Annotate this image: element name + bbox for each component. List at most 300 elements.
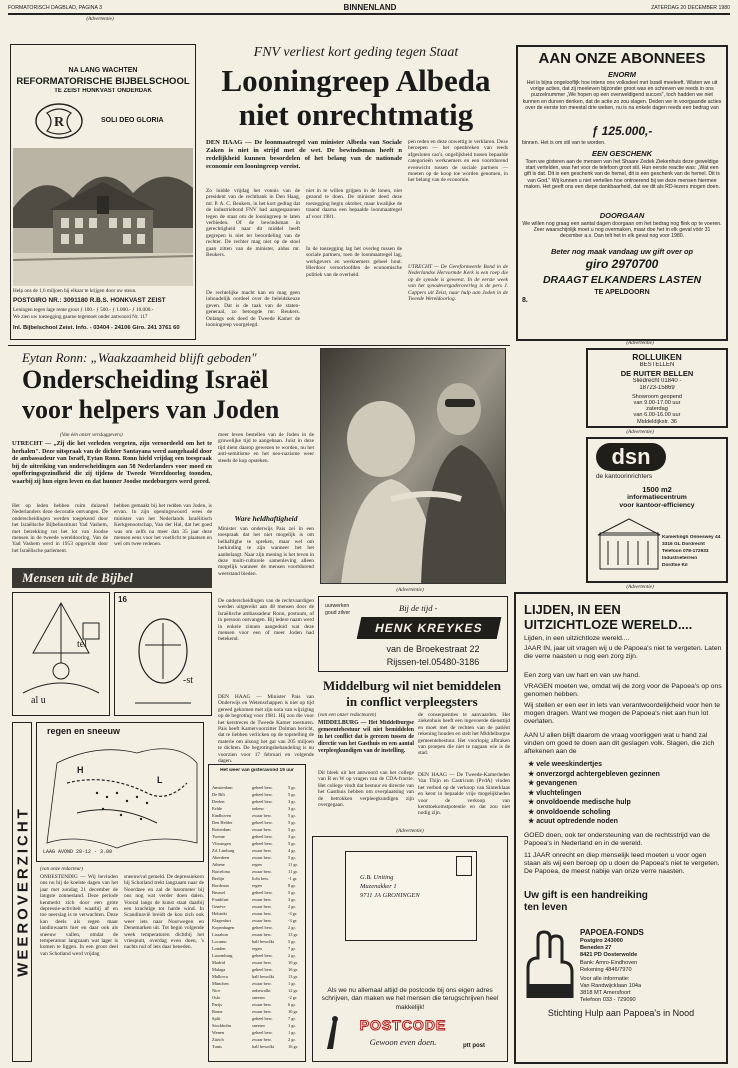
weather-table-cell: Zürich [212, 1037, 224, 1042]
papoea-ad-label: (Advertentie) [626, 584, 654, 590]
abonnees-sub-doorgaan: DOORGAAN [599, 211, 645, 220]
papoea-bullet: ★ onverzorgd achtergebleven gezinnen [528, 770, 660, 778]
weather-table-row [212, 1030, 304, 1037]
weather-table-cell: -2 gr. [288, 995, 298, 1000]
papoea-bullet: ★ onvoldoende medische hulp [528, 799, 631, 806]
rolluiken-phone-1: Sliedrecht 01840 - [632, 378, 682, 384]
rolluiken-address: Middeldijkstr. 36 [636, 419, 678, 425]
abonnees-title: AAN ONZE ABONNEES [538, 50, 706, 67]
papoea-bullet: ★ vele weeskindertjes [528, 761, 602, 768]
weather-table-cell: Mallorca [212, 974, 228, 979]
weather-table-row [212, 827, 304, 834]
school-ad-line1: NA LANG WACHTEN [68, 67, 138, 74]
weather-table-cell: Genève [212, 904, 226, 909]
weather-table-cell: onbew. [252, 806, 265, 811]
weather-table-cell: 1 gr. [288, 1030, 296, 1035]
mensen-right-letters: -st [183, 675, 193, 686]
dsn-sub: de kantoorinrichters [596, 473, 653, 480]
school-ad-loan2: We zien uw toezegging gaarne tegemoet onder antwoord Nr. 117 [13, 314, 148, 320]
rolluiken-line3: DE RUITER BELLEN [620, 369, 694, 378]
rolluiken-show-4: van 6.00-16.00 uur [633, 412, 681, 418]
fnv-headline-1: Looningreep Albeda [221, 64, 491, 97]
weather-table-cell: Parijs [212, 1002, 223, 1007]
weer-byline: (van onze redacteur) [40, 866, 84, 872]
papoea-fonds-5: Rekening 4846/7970 [580, 967, 632, 973]
papoea-fonds-1: Postgiro 243000 [580, 938, 623, 944]
weather-map [36, 722, 204, 862]
weather-table-cell: Lissabon [212, 932, 228, 937]
weather-table-cell: Split [212, 1016, 221, 1021]
weather-table-cell: Twente [212, 834, 225, 839]
dsn-ad-label: (Advertentie) [626, 429, 654, 435]
weather-table-cell: 2 gr. [288, 925, 296, 930]
weather-table-cell: 16 gr. [288, 967, 299, 972]
weather-table-cell: zwaar bew. [252, 827, 272, 832]
papoea-p6: AAN U allen blijft daarom de vraag voorliggen wat u hand zal vinden om goed te doen aan dit geslagen volk. Slagen, die zich aftekenen aan de [524, 732, 715, 756]
kreykes-bijde: Bij de tijd - [399, 603, 438, 613]
hand-pen-icon [323, 1015, 343, 1051]
papoea-bullet-text: gevangenen [536, 780, 578, 787]
weather-table-row [212, 967, 304, 974]
dsn-logo-text: dsn [611, 444, 651, 469]
weather-table-cell: Helsinki [212, 911, 227, 916]
weather-table-cell: regen [252, 862, 262, 867]
weather-table-row [212, 862, 304, 869]
weather-table-cell: geheel bew. [252, 925, 273, 930]
weather-table-row [212, 834, 304, 841]
papoea-p5: Wij stellen er een eer in lets van verantwoordelijkheid voor hen te mogen dragen. Want we mogen de Papoea's niet aan hun lot overlaten. [524, 702, 721, 726]
weather-table-row [212, 1037, 304, 1044]
weather-table-cell: 7 gr. [288, 946, 296, 951]
section-rule [8, 345, 510, 346]
abonnees-sub-geschenk: EEN GESCHENK [591, 149, 652, 158]
school-ad [10, 44, 196, 340]
middelburg-body-1: Dit bleek uit het antwoord van het college van B en W op vragen van de CDA-fractie. Het college vindt dat bestuur en directie van het Gasthuis hebben om overplaatsing van de betrokken verpleegkundigen zijn overgegaan. [318, 770, 414, 809]
papoea-bullet-text: onvoldoende medische hulp [536, 799, 631, 806]
weather-table-cell: regen [252, 883, 262, 888]
weather-table-cell: Rome [212, 1009, 223, 1014]
papoea-p2: JAAR IN, jaar uit vragen wij u de Papoea's niet te vergeten. Laten die verre naasten u nog een zorg zijn. [524, 645, 722, 661]
weather-table-cell: 3 gr. [288, 806, 296, 811]
weather-table-row [212, 855, 304, 862]
papoea-title-1: LIJDEN, IN EEN [524, 602, 621, 617]
weather-table-cell: 11 gr. [288, 869, 298, 874]
svg-text:L: L [157, 775, 163, 785]
weather-table-cell: Oslo [212, 995, 221, 1000]
mensen-puzzle-right [114, 592, 212, 716]
weather-table-row [212, 925, 304, 932]
papoea-p3: Een zorg van uw hart en van uw hand. [524, 672, 640, 679]
postcode-ad-label: (Advertentie) [396, 828, 424, 834]
dsn-address-2: 3316 GL Dordrecht [662, 542, 705, 547]
weather-table-cell: Vlissingen [212, 841, 231, 846]
weather-table-row [212, 932, 304, 939]
rolluiken-ad [586, 348, 728, 428]
papoea-fonds-7: Van Randwijcklaan 104a [580, 983, 642, 989]
rolluiken-show-1: Showroom geopend [631, 394, 683, 400]
weather-table-cell: half bewolkt [252, 974, 275, 979]
abonnees-place: TE APELDOORN [594, 289, 650, 296]
envelope-line-1: G.B. Uniting [360, 874, 394, 881]
weather-table-row [212, 848, 304, 855]
weather-table-cell: 5 gr. [288, 890, 296, 895]
ronn-kicker: Eytan Ronn: „Waakzaamheid blijft geboden" [22, 350, 257, 365]
fnv-kicker: FNV verliest kort geding tegen Staat [253, 45, 459, 60]
weather-table-row [212, 1023, 304, 1030]
papoea-fonds-6: Voor alle informatie: [580, 976, 630, 982]
weather-table-cell: Kopenhagen [212, 925, 235, 930]
weather-table-cell: 3 gr. [288, 799, 296, 804]
papoea-p7: GOED doen, ook ter ondersteuning van de rechtsstrijd van de Papoea's in Nederland en in de wereld. [524, 832, 710, 848]
fnv-lead: DEN HAAG — De loonmaatregel van minister Albeda van Sociale Zaken is niet in strijd met de wet. De bewindsman heeft n redelijkheid kunnen besordelen of het belang van de nationale economie een looningreep vereist. [206, 139, 402, 170]
weather-table-cell: 8 gr. [288, 883, 296, 888]
weather-table-cell: 2 gr. [288, 953, 296, 958]
weather-table-row [212, 974, 304, 981]
ronn-byline: (Van één onzer verslaggevers) [60, 432, 123, 438]
papoea-bullet-text: vluchtelingen [536, 789, 582, 797]
rolluiken-line1: ROLLUIKEN [632, 352, 682, 362]
weather-table-row [212, 960, 304, 967]
ronn-body-2: hebben gemaakt bij het redden van Joden, is ervan. In zijn openingswoord wees de minister van het Nederlands Israëlitisch Kerkgenootschap, Van der Hal, dat het goed was om zelfs na meer dan 35 jaar deze mensen eens voor het voetlicht te plaatsen en wel om twee redenen. [114, 503, 212, 548]
ronn-lead: UTRECHT — „Zij die het verleden vergeten, zijn veroordeeld om het te herhalen". Deze uitspraak van de dichter Santayana werd aangehaald door de ambassadeur van Israël, Eytan Ronn. Ronn hield vrijdag een toespraak bij de uitreiking van onderscheidingen aan 58 Nederlanders voor moed en opofferingsgezindheid die zij tijdens de Tweede Wereldoorlog toonden, waarbij zij hun eigen leven en dat hunner Joodse medeburgers werd gered. [12, 440, 212, 485]
weather-table-row [212, 918, 304, 925]
papoea-bullet-text: vele weeskindertjes [536, 761, 602, 768]
mensen-number: 16 [118, 595, 127, 604]
weather-table-cell: Athene [212, 862, 225, 867]
weather-table-cell: 1 gr. [288, 1023, 296, 1028]
weather-table-cell: München [212, 981, 229, 986]
kreykes-address: van de Broekestraat 22 [386, 644, 480, 654]
weather-table-cell: zwaar bew. [252, 904, 272, 909]
envelope-illustration [345, 851, 477, 941]
weather-table-row [212, 876, 304, 883]
ronn-body-5: De onderscheidingen van de rechtvaardigen werden uitgereikt aan 48 mensen door de Israëlische ambassadeur Ronn, postuum, of in persoon ontvangen. Bij iedere naam werd in enkele zinnen aangeduid wat deze mensen voor een of meer Joden had betekend. [218, 598, 314, 643]
papoea-fonds-4: Bank: Amro-Eindhoven [580, 960, 638, 966]
fnv-body-1: Zo luidde vrijdag het vonnis van de president van de rechtbank in Den Haag, mr. P. A. C. Beukers, in het kort geding dat de industriebond FNV had aangespannen tegen de staat om de looningreep te laten verbieden. Of de bewindsman in gerechtigheid naar dit middel heeft gegrepen is niet ter beoordeling van de rechter. De rechter mag niet op de stoel gaan zitten van de minister, aldus mr. Beukers. [206, 188, 300, 259]
weather-table-cell: zwaar bew. [252, 855, 272, 860]
weather-table-cell: Klagenfurt [212, 918, 232, 923]
weer-col-2: sneeuwval gemeld. De depressiekern bij Schotland trekt langzaam naar de Noordzee en zal de barometer bij ons nog wat verder doen dalen. Vooral langs de kunst staat daarbij een krachtige tot harde wind. In Scandinavië breidt de kou zich ook weer iets naar Noorwegen en Denemarken uit. Tot begin volgende week temperaturen dichtbij het vriespunt, overdag even doen, 's nachts nul of iets daar beneden. [124, 874, 204, 951]
weather-table-row [212, 869, 304, 876]
dsn-address-1: Kamerlingh Onneswey 44 [662, 535, 721, 540]
weather-table-cell: Berlijn [212, 876, 225, 881]
weather-table-cell: Nice [212, 988, 221, 993]
school-emblem-icon [33, 101, 85, 141]
abonnees-giro-label: Beter nog maak vandaag uw gift over op [550, 247, 694, 256]
weather-table-cell: zwaar bew. [252, 813, 272, 818]
weather-table-row [212, 1002, 304, 1009]
dsn-address-4: Industrieterrein [662, 556, 698, 561]
weather-table-cell: Rotterdam [212, 827, 231, 832]
school-motto: SOLI DEO GLORIA [101, 117, 164, 124]
weather-table-cell: 5 gr. [288, 792, 296, 797]
middelburg-body-2: de consequenties te aanvaarden. Het ziekenhuis heeft een ingevoerde diensttijd en moet met de rechten van de patiënt rekening houden en stelt het Middelburgse gemeentebestuur. Het voorlopig afbraken van proepen die niet te nagaan wie is de stad. [418, 712, 510, 757]
weather-table-cell: Stockholm [212, 1023, 232, 1028]
papoea-bullet-text: onvoldoende scholing [536, 808, 611, 816]
weather-table-cell: 5 gr. [288, 827, 296, 832]
weather-table-cell: zwaar bew. [252, 1002, 272, 1007]
papoea-bullet: ★ vluchtelingen [528, 789, 582, 797]
weather-table-cell: zwaar bew. [252, 932, 272, 937]
weather-table-cell: zwaar bew. [252, 918, 272, 923]
weather-table-cell: 2 gr. [288, 1037, 296, 1042]
papoea-bullet: ★ onvoldoende scholing [528, 808, 611, 816]
weather-table-cell: 4 gr. [288, 848, 296, 853]
school-ad-label: (Advertentie) [86, 16, 114, 22]
papoea-bullet: ★ gevangenen [528, 780, 578, 787]
weather-table-cell: 5 gr. [288, 855, 296, 860]
weather-table-cell: 10 gr. [288, 960, 299, 965]
weather-map-title: regen en sneeuw [47, 726, 121, 736]
weather-table-row [212, 904, 304, 911]
kreykes-name: HENK KREYKES [373, 621, 485, 635]
papoea-gift-1: Uw gift is een handreiking [524, 890, 648, 901]
papoea-ad [514, 592, 728, 1064]
weather-table-cell: regen [252, 946, 262, 951]
weather-table-cell: sneeuw [252, 1023, 266, 1028]
weather-table-cell: Luxemburg [212, 953, 233, 958]
weather-table-cell: geheel bew. [252, 799, 273, 804]
fnv-utrecht: UTRECHT — De Gereformeerde Bond in de Nederlandse Hervormde Kerk is een roep die op de synode is geweest. In de eerste week van het synodevergaderoverleg is de pers J. Cappers uit Zeist, naar hulp aan Joden in de Tweede Wereldoorlog. [408, 264, 508, 303]
weather-table-cell: Zd. Limburg [212, 848, 235, 853]
weather-table-cell: onbewolkt [252, 988, 271, 993]
papoea-bullet-text: acuut optredende noden [536, 818, 618, 825]
weather-table-cell: Tunis [212, 1044, 222, 1049]
weather-table-cell: 10 gr. [288, 1009, 299, 1014]
weather-table-cell: sneeuw [252, 995, 266, 1000]
weather-table-row [212, 792, 304, 799]
weather-table-row [212, 813, 304, 820]
weather-table-row [212, 988, 304, 995]
weather-table-cell: 16 gr. [288, 1044, 299, 1049]
middelburg-byline: (van een onzer redacteuren) [318, 712, 377, 718]
weather-table-cell: licht bew. [252, 876, 270, 881]
weather-table-cell: zwaar bew. [252, 911, 272, 916]
weather-table-cell: 5 gr. [288, 820, 296, 825]
weather-table-cell: 12 gr. [288, 988, 299, 993]
weather-table-cell: -1 gr. [288, 876, 298, 881]
abonnees-p3: Toen we gisteren aan de mensen van het Shaare Zedek Ziekenhuis deze geweldige start vertelden, was het voor de telefoon groot stil. Hun eerste reactie was: „Wat een gift is dat. Dit is een geschenk van de hemel, dit is een geschenk van de hemel. Dit is van God." Wij kunnen u niet vertellen hoe ontroerend bij we deze mensen hiermee maken. Het geeft ons een diepe dankbaarheid, dat we dit als RD-lezers mogen doen. [524, 159, 720, 190]
weather-table-cell: De Bilt [212, 792, 225, 797]
weather-table-cell: geheel bew. [252, 967, 273, 972]
weather-table-cell: Eindhoven [212, 813, 232, 818]
weather-table-row [212, 785, 304, 792]
weather-table-cell: 7 gr. [288, 1016, 296, 1021]
weather-table-cell: zwaar bew. [252, 981, 272, 986]
pais-notice: DEN HAAG — Minister Pais van Onderwijs en Wetenschappen is niet op tijd gereed gekomen met zijn nota van wijziging op de begroting voor 1981. Hij zou die voor het kerstreces de Tweede Kamer toesturen. Pais heeft Kamervoorzitter Dolman bericht, dat te liebben verlicken op de topstelling de materie om alsnog het gat van 205 miljoen te dichten. De begrotingsbehandeling is nu voorzien voor 17 februari en volgende dagen. [218, 694, 314, 765]
weather-table-cell: zwaar bew. [252, 869, 272, 874]
weather-table-row [212, 953, 304, 960]
weer-vertical-title: WEEROVERZICHT [14, 806, 32, 977]
weather-table-cell: zwaar bew. [252, 960, 272, 965]
rolluiken-line2: BESTELLEN [639, 362, 675, 368]
weather-table-cell: geheel bew. [252, 785, 273, 790]
abonnees-p2: binnen. Het is om stil van te worden. [522, 140, 606, 146]
fnv-body-3: niet in te willen grijpen in de lonen, niet gezond te doen. De minister deed deze toezegging begin oktober, maar kwalijke de traand daarna een bepaalde loonmaatregel af voor 1981. [306, 188, 402, 220]
weather-table-cell: Amsterdam [212, 785, 233, 790]
school-ad-info: Inl. Bijbelschool Zeist. Info. - 03404 - 24106 Giro. 241 3761 60 [13, 325, 180, 331]
dsn-address-3: Telefoon 078-172933 [662, 549, 709, 554]
abonnees-p4: We willen nog graag een aantal dagen doorgaan om het bedrag nog flink op te voeren. Zeer waarschijnlijk moet u nog overmaken, maar doe het in elk geval vóór 31 december a.s. Dan telt het in elk geval nog voor 1980. [522, 221, 722, 240]
mensen-left-letters: al u [31, 695, 46, 706]
rolluiken-show-3: zaterdag [646, 406, 668, 412]
weather-table-cell: zwaar bew. [252, 897, 272, 902]
weather-table-cell: zwaar bew. [252, 1009, 272, 1014]
weather-table-cell: geheel bew. [252, 820, 273, 825]
weather-table-row [212, 806, 304, 813]
dsn-line-2: informatiecentrum [627, 494, 687, 501]
papoea-fonds-9: Telefoon 033 - 729090 [580, 997, 636, 1003]
weather-table-cell: 5 gr. [288, 785, 296, 790]
weather-table-cell: zwaar bew. [252, 1037, 272, 1042]
fnv-body-4: In de toezegging lag het overleg tussen de sociale partners, toen de loonmaatregel lag, werkgevers en werknemers geheel hout. Hierdoor veroorloofden de economische politiek van de overheid. [306, 246, 402, 278]
papoea-bullet-list [528, 760, 724, 827]
weather-table-cell: Wenen [212, 1030, 225, 1035]
fnv-body-2: De rechtelijke macht kan en mag geen inhoudelijk oordeel over de beleidskeuze geven. Dat is de taak van de staten-generaal, zo betoogde mr. Beukers. Onlangs ook deed de Tweede Kamer de looningreep voorgelegd. [206, 290, 300, 329]
weather-table-row [212, 897, 304, 904]
weather-table-row [212, 1009, 304, 1016]
weather-table-row [212, 995, 304, 1002]
dsn-ad [586, 437, 728, 583]
rolluiken-phone-2: 18723-15869 [639, 385, 675, 391]
weather-table-row [212, 1044, 304, 1051]
weather-table-row [212, 911, 304, 918]
papoea-p1: Lijden, in een uitzichtloze wereld.... [524, 635, 630, 642]
weather-table-cell: geheel bew. [252, 1016, 273, 1021]
weather-map-stamp: LAAG AVOND 20-12 - 3.00 [43, 849, 113, 855]
weather-table-row [212, 883, 304, 890]
ronn-subhead: Ware heldhaftigheid [234, 514, 298, 523]
abonnees-ad [516, 45, 728, 341]
weather-table-cell: Den Helder [212, 820, 233, 825]
weather-table-row [212, 939, 304, 946]
weather-table-cell: Londen [212, 946, 226, 951]
mensen-puzzle-left [12, 592, 110, 716]
weather-table-cell: 2 gr. [288, 904, 296, 909]
papoea-footer: Stichting Hulp aan Papoea's in Nood [547, 1008, 695, 1018]
middelburg-lead: MIDDELBURG — Het Middelburgse gemeentebestuur wil niet bemiddelen in het conflict dat is gerezen tussen de directie van het Gasthuis en een aantal verpleegkundigen van de instelling. [318, 720, 414, 754]
kreykes-name-banner [357, 617, 502, 639]
masthead-rule [8, 13, 730, 15]
weather-table-cell: geheel bew. [252, 841, 273, 846]
masthead-left: FORMATORISCH DAGBLAD, PAGINA 3 [8, 5, 102, 11]
abonnees-slogan: DRAAGT ELKANDERS LASTEN [542, 274, 702, 286]
envelope-line-3: 9711 JA GRONINGEN [360, 892, 420, 899]
weather-table-row [212, 799, 304, 806]
rolluiken-ad-label: (Advertentie) [626, 340, 654, 346]
weather-table-row [212, 841, 304, 848]
kreykes-ad [318, 596, 508, 672]
abonnees-p1: Het is bijna ongelooflijk hoe intens ons volksdeel met Israël meeleeft. Wisten we uit vorige acties, dat zij meeleven bijzonder groot was en schreven we reeds in ons puzzelnummer „We hopen op een overweldigend succes", toch hadden we niet kunnen en durven denken, dat de actie zo zou slagen. Deden we in voorgaande acties over de eerste ton meestal drie weken, nu is na enkele dagen reeds een bedrag van [522, 80, 722, 111]
envelope-line-2: Muzenakker 1 [360, 883, 397, 890]
postcode-ad [312, 836, 508, 1062]
papoea-bullet-text: onverzorgd achtergebleven gezinnen [536, 770, 660, 778]
weather-table-cell: 13 gr. [288, 932, 299, 937]
award-ceremony-photo [320, 348, 506, 584]
papoea-fonds-3: 8421 PD Oosterwolde [580, 952, 638, 958]
school-ad-line2: REFORMATORISCHE BIJBELSCHOOL [16, 76, 190, 87]
weather-table-cell: 11 gr. [288, 862, 298, 867]
school-ad-caption: Help ons de 1,6 miljoen bij elkaar te krijgen door uw steun. [13, 288, 137, 294]
ptt-logo: ptt post [463, 1043, 485, 1049]
kreykes-phone: Rijssen-tel.05480-3186 [386, 657, 480, 667]
weather-table-cell: 3 gr. [288, 897, 296, 902]
weather-table-cell: 13 gr. [288, 974, 299, 979]
kreykes-tag-2: goud zilver [325, 610, 351, 616]
papoea-gift-2: ten leven [524, 902, 568, 913]
svg-text:H: H [77, 765, 84, 775]
middelburg-headline-1: Middelburg wil niet bemiddelen [322, 678, 502, 693]
weather-table-cell: 6 gr. [288, 1002, 296, 1007]
fnv-headline-2: niet onrechtmatig [238, 98, 474, 131]
ronn-body-4: Minister van onderwijs Pais zei in een toespraak dat het niet mogelijk is om helhaftighe te spreken, maar wel om herkinding te zijn wanneer het het aanbelangt. Naar zijn mening is het teven in deze multi-culturele samenleving alleen mogelijk wanneer de mensen voortdurend weerstand bieden. [218, 526, 314, 577]
postcode-slogan: Gewoon even doen. [369, 1037, 437, 1047]
stamp-icon [456, 856, 472, 876]
weather-table-cell: Madrid [212, 960, 225, 965]
middelburg-body-3: DEN HAAG — De Tweede-Kamerleden Van Thijn en Castricum (PvdA) vinden het verbod op de verkoop van Sinterklaas en kerst in bepaalde vrije mogelijkheden voor de verkoop van kersttoekomstpotentie en dat zou niet nodig zijn. [418, 772, 510, 817]
abonnees-amount: ƒ 125.000,- [591, 124, 653, 138]
dsn-line-1: 1500 m2 [642, 485, 672, 494]
weather-table-cell: 5 gr. [288, 939, 296, 944]
weather-table-cell: Barcelona [212, 869, 230, 874]
weather-table-cell: half bewolkt [252, 1044, 275, 1049]
weather-table-cell: Malaga [212, 967, 226, 972]
weather-table-cell: Eelde [212, 806, 222, 811]
weather-table-cell: 3 gr. [288, 834, 296, 839]
papoea-fonds-name: PAPOEA-FONDS [580, 928, 644, 937]
weather-table-cell: Deelen [212, 799, 225, 804]
helping-hands-icon [524, 928, 576, 1002]
mensen-banner [12, 568, 212, 588]
dsn-building-icon [596, 513, 662, 573]
weather-table-cell: geheel bew. [252, 1030, 273, 1035]
weather-table-row [212, 946, 304, 953]
weather-table-cell: geheel bew. [252, 792, 273, 797]
papoea-p8: 11 JAAR onrecht en diep menselijk leed moeten u voor ogen staan als wij een beroep op u doen de Papoea's niet te vergeten. De Papoea, de meest nabije van onze verre naasten. [524, 852, 720, 876]
papoea-bullet: ★ acuut optredende noden [528, 818, 618, 825]
postcode-brand: POSTCODE [359, 1017, 447, 1033]
middelburg-headline-2: in conflict verpleegsters [346, 694, 478, 709]
weather-table-row [212, 1016, 304, 1023]
abonnees-mark: 8. [522, 297, 528, 304]
school-building-photo [13, 148, 193, 286]
weather-table-cell: -3 gr. [288, 911, 298, 916]
ronn-body-3: meer leven bestellen van de Joden in de gruwelijke tijd te aangebaan. Juist in deze tijd dient daarop gewezen te worden, nu het anti-semitisme en het neo-nazisme weer steeds de kop opsteken. [218, 432, 314, 464]
weather-table-cell: 1 gr. [288, 981, 296, 986]
weather-table-title: Het weer van gisteravond 19 uur [220, 768, 294, 773]
abonnees-giro: giro 2970700 [585, 257, 659, 271]
weather-table [208, 764, 306, 1062]
weather-table-cell: Bordeaux [212, 883, 230, 888]
weather-table-cell: Brussel [212, 890, 226, 895]
fnv-body-5: pen reden en deze onwettig te verklaren. Deze beroepen — het openbreken van reeds afgesloten cao's, ongelijkheid tussen bepaalde categorieën werknemers en een voortdurend evenwicht tussen de sociale partners — moeten op de koop toe worden genomen, in het belang van de economie. [408, 139, 508, 184]
masthead-date: ZATERDAG 20 DECEMBER 1980 [651, 5, 730, 11]
papoea-fonds-2: Beneden 27 [580, 945, 612, 951]
masthead-section: BINNENLAND [343, 3, 397, 12]
weather-table-cell: Locarno [212, 939, 227, 944]
weather-table-cell: geheel bew. [252, 890, 273, 895]
weer-col-1: ONBESTENDIG — Wij bevinden ons nu bij de koelste dagen van het jaar met zondag 21 december de langste zonnestand. Deze periode kenmerkt zich door een grote depressie-activiteit waarbij af en toe neerslag is te verwachten. Deze kan deels als regen maar landinwaarts hier en daar ook als sneeuw vallen, omdat de temperatuur langzaam wat lager is komen te liggen. In een groot deel van Schotland werd vrijdag [40, 874, 118, 957]
dsn-address-5: Dordtse Kil [662, 563, 688, 568]
mensen-title: Mensen uit de Bijbel [22, 570, 133, 585]
weather-table-cell: geheel bew. [252, 834, 273, 839]
ronn-headline-1: Onderscheiding Israël [22, 366, 269, 394]
papoea-p4: VRAGEN moeten we, omdat wij de zorg voor de Papoea's op ons genomen hebben. [524, 683, 722, 699]
weather-table-row [212, 820, 304, 827]
weather-table-cell: -3 gr. [288, 918, 298, 923]
weer-vertical-banner [12, 722, 32, 1062]
weather-table-row [212, 890, 304, 897]
